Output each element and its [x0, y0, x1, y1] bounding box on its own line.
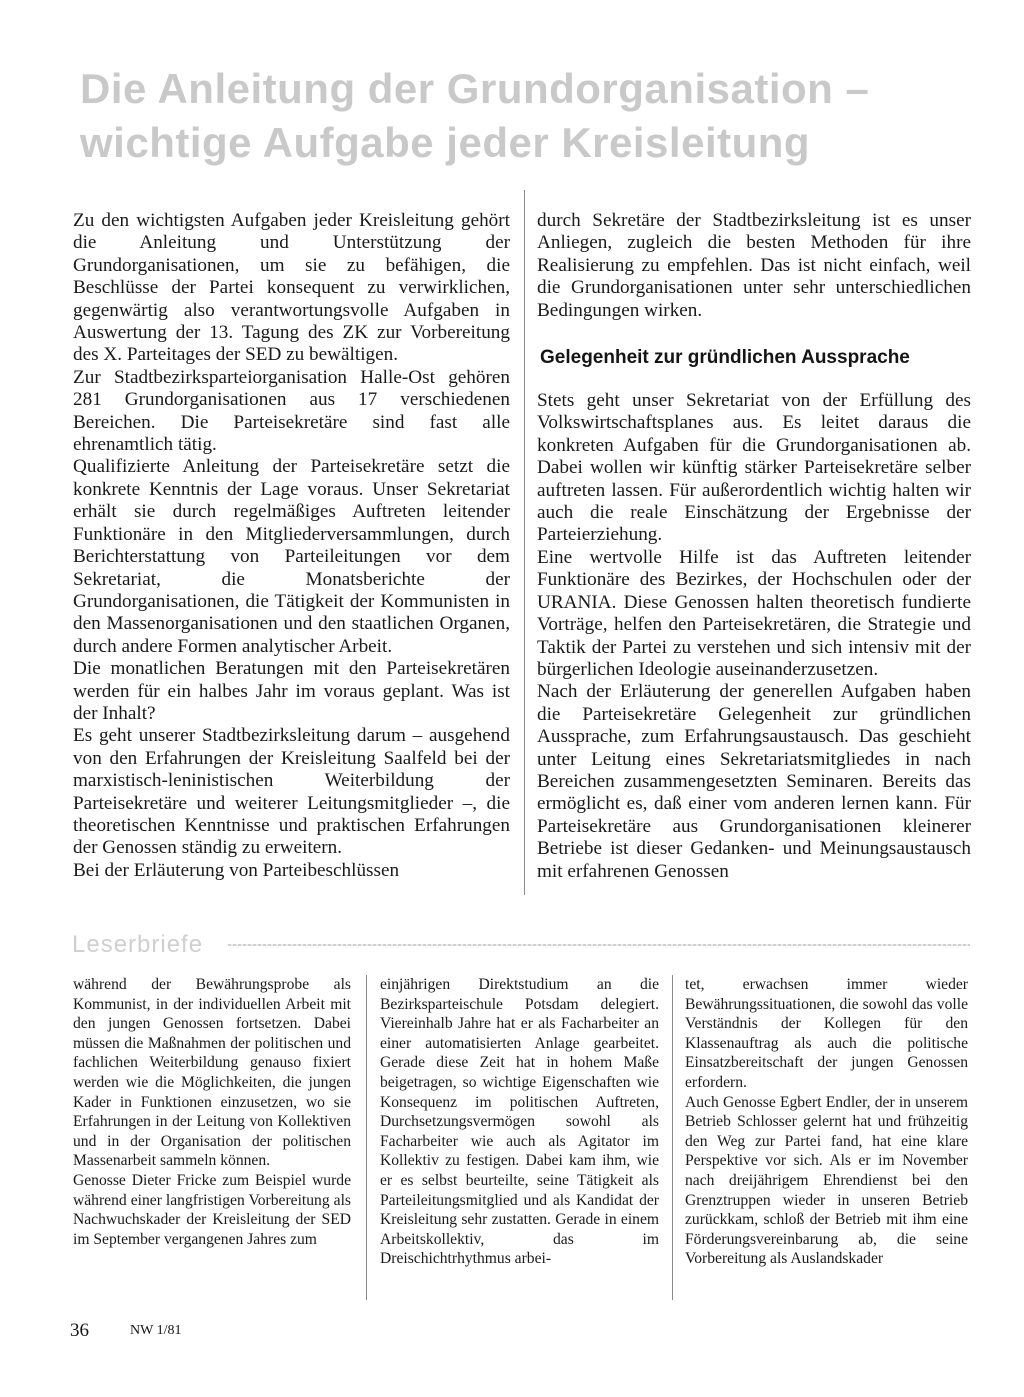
paragraph: Qualifizierte Anleitung der Parteisekretäre setzt die konkrete Kenntnis der Lage voraus. Unser Sekretariat erhält sie durch regelmäßiges Auftreten leitender Funktionäre in den Mitgliederversammlungen, durch Berichterstattung von Parteileitungen vor dem Sekretariat, die Monatsberichte der Grundorganisationen, die Tätigkeit der Kommunisten in den Massenorganisationen und den staatlichen Organen, durch andere Formen analytischer Arbeit.: [73, 456, 510, 657]
article-right-column: [537, 210, 971, 883]
section-subheading: Gelegenheit zur gründlichen Aussprache: [540, 347, 910, 369]
article-headline: [80, 62, 980, 170]
paragraph: Eine wertvolle Hilfe ist das Auftreten leitender Funktionäre des Bezirkes, der Hochschulen oder der URANIA. Diese Genossen halten theoretisch fundierte Vorträge, helfen den Parteisekretären, die Strategie und Taktik der Partei zu verstehen und sich intensiv mit der bürgerlichen Ideologie auseinanderzusetzen.: [537, 546, 971, 680]
paragraph: Es geht unserer Stadtbezirksleitung darum – ausgehend von den Erfahrungen der Kreisleitung Saalfeld bei der marxistisch-leninistischen Weiterbildung der Parteisekretäre und weiterer Leitungsmitglieder –, die theoretischen Kenntnisse und praktischen Erfahrungen der Genossen ständig zu erweitern.: [73, 725, 510, 859]
column-divider: [366, 975, 367, 1300]
paragraph: während der Bewährungsprobe als Kommunist, in der individuellen Arbeit mit den jungen Genossen fortsetzen. Dabei müssen die Maßnahmen der politischen und fachlichen Weiterbildung genauso fixiert werden wie die Möglichkeiten, die jungen Kader in Funktionen einzusetzen, wo sie Erfahrungen in der Leitung von Kollektiven und in der Organisation der politischen Massenarbeit sammeln können.: [73, 976, 351, 1170]
letters-column-2: [380, 975, 659, 1269]
paragraph: Zur Stadtbezirksparteiorganisation Halle-Ost gehören 281 Grundorganisationen aus 17 verschiedenen Bereichen. Die Parteisekretäre sind fast alle ehrenamtlich tätig.: [73, 366, 510, 456]
paragraph: Stets geht unser Sekretariat von der Erfüllung des Volkswirtschaftsplanes aus. Es leitet daraus die konkreten Aufgaben für die Grundorganisationen ab. Dabei wollen wir künftig stärker Parteisekretäre selber auftreten lassen. Für außerordentlich wichtig halten wir auch die reale Einschätzung der Ergebnisse der Parteierziehung.: [537, 390, 971, 546]
letters-section-label: Leserbriefe: [72, 931, 204, 958]
paragraph: Die monatlichen Beratungen mit den Parteisekretären werden für ein halbes Jahr im voraus geplant. Was ist der Inhalt?: [73, 658, 510, 724]
article-left-column: [73, 210, 510, 882]
paragraph: Bei der Erläuterung von Parteibeschlüssen: [73, 859, 400, 881]
column-divider: [672, 975, 673, 1300]
letters-column-3: [685, 975, 968, 1269]
paragraph: tet, erwachsen immer wieder Bewährungssituationen, die sowohl das volle Verständnis der Kollegen für den Klassenauftrag als auch die politische Einsatzbereitschaft der jungen Genossen erfordern.: [685, 976, 968, 1091]
paragraph: durch Sekretäre der Stadtbezirksleitung ist es unser Anliegen, zugleich die besten Methoden für ihre Realisierung zu empfehlen. Das ist nicht einfach, weil die Grundorganisationen unter sehr unterschiedlichen Bedingungen wirken.: [537, 210, 971, 321]
paragraph: Nach der Erläuterung der generellen Aufgaben haben die Parteisekretäre Gelegenheit zur gründlichen Aussprache, zum Erfahrungsaustausch. Das geschieht unter Leitung eines Sekretariatsmitgliedes in nach Bereichen zusammengesetzten Seminaren. Bereits das ermöglicht es, daß einer vom anderen lernen kann. Für Parteisekretäre aus Grundorganisationen kleinerer Betriebe ist dieser Gedanken- und Meinungsaustausch mit erfahrenen Genossen: [537, 681, 971, 882]
paragraph: Genosse Dieter Fricke zum Beispiel wurde während einer langfristigen Vorbereitung als Nachwuchskader der Kreisleitung der SED im September vergangenen Jahres zum: [73, 1171, 351, 1248]
letters-column-1: [73, 975, 351, 1249]
paragraph: Auch Genosse Egbert Endler, der in unserem Betrieb Schlosser gelernt hat und frühzeitig den Weg zur Partei fand, hat eine klare Perspektive vor sich. Als er im November nach dreijährigem Ehrendienst bei den Grenztruppen wieder in unseren Betrieb zurückkam, schloß der Betrieb mit ihm eine Förderungsvereinbarung ab, die seine Vorbereitung als Auslandskader: [685, 1093, 968, 1268]
headline-line-2: wichtige Aufgabe jeder Kreisleitung: [80, 119, 811, 166]
letters-section-rule: [228, 944, 970, 946]
page-number: 36: [70, 1320, 89, 1341]
paragraph: Zu den wichtigsten Aufgaben jeder Kreisleitung gehört die Anleitung und Unterstützung der Grundorganisationen, um sie zu befähigen, die Beschlüsse der Partei konsequent zu verwirklichen, gegenwärtig also verantwortungsvolle Aufgaben in Auswertung der 13. Tagung des ZK zur Vorbereitung des X. Parteitages der SED zu bewältigen.: [73, 210, 510, 366]
column-divider: [524, 190, 525, 895]
paragraph: einjährigen Direktstudium an die Bezirksparteischule Potsdam delegiert. Viereinhalb Jahre hat er als Facharbeiter an einer automatisierten Anlage gearbeitet. Gerade diese Zeit hat in hohem Maße beigetragen, so wichtige Eigenschaften wie Konsequenz im politischen Auftreten, Durchsetzungsvermögen sowohl als Facharbeiter wie auch als Agitator im Kollektiv zu festigen. Dabei kam ihm, wie er es selbst beurteilte, seine Tätigkeit als Parteileitungsmitglied und als Kandidat der Kreisleitung sehr zustatten. Gerade in einem Arbeitskollektiv, das im Dreischichtrhythmus arbei-: [380, 976, 659, 1268]
headline-line-1: Die Anleitung der Grundorganisation –: [80, 65, 870, 112]
issue-label: NW 1/81: [130, 1323, 182, 1338]
